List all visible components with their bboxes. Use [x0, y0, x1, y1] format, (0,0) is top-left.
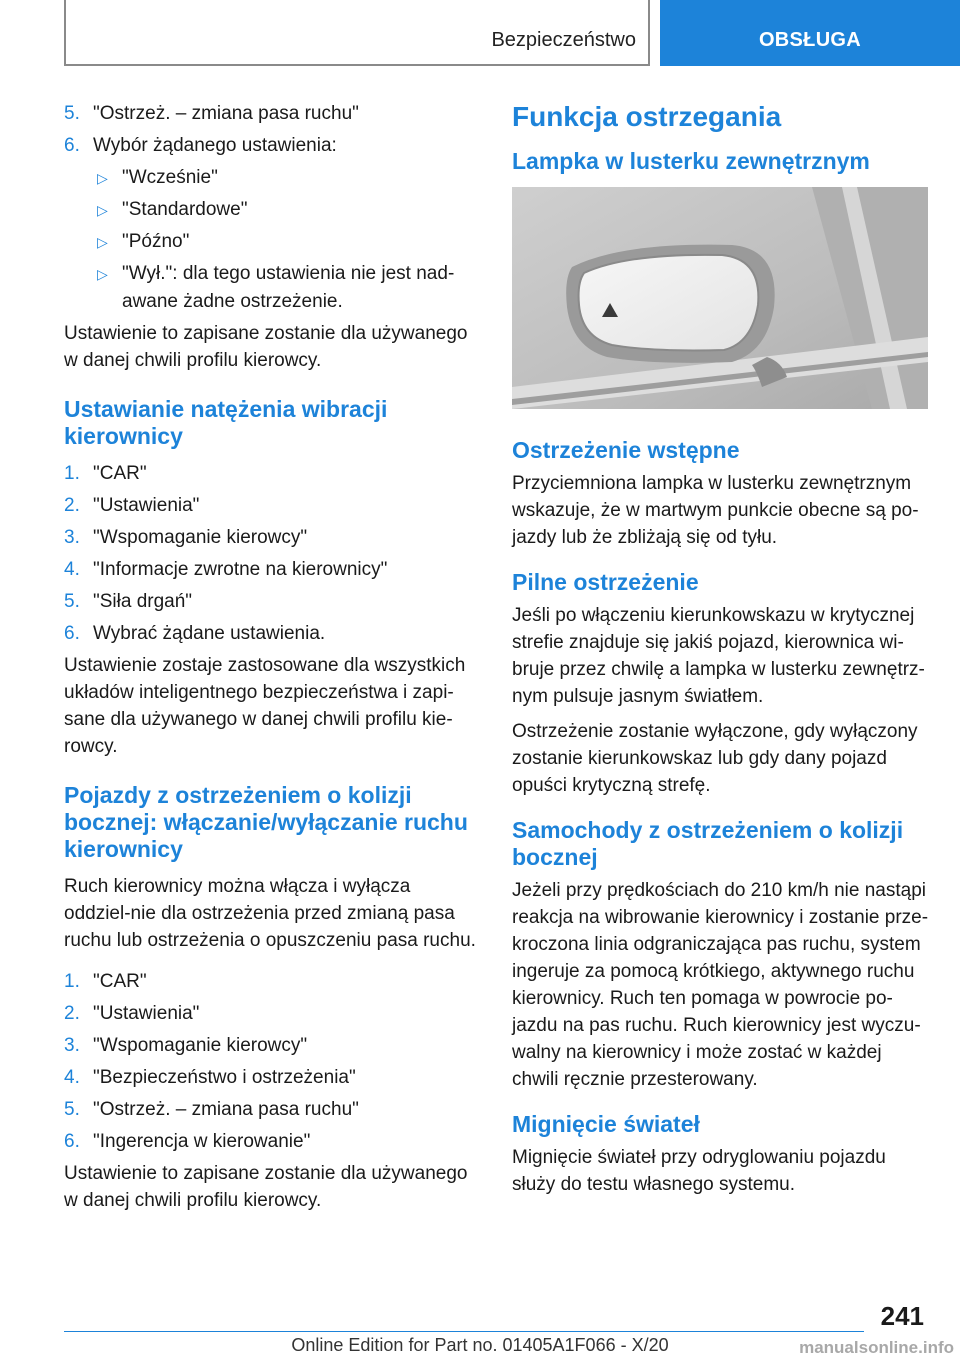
list-item	[64, 968, 480, 996]
list-number: 2.	[64, 1003, 80, 1024]
footer-divider	[64, 1331, 864, 1332]
list-text: "Ostrzeż. – zmiana pasa ruchu"	[93, 1099, 359, 1120]
list-text: "Ustawienia"	[93, 495, 200, 516]
section-heading-vibration: Ustawianie natężenia wibracji kierownicy	[64, 396, 388, 449]
footer-edition-text: Online Edition for Part no. 01405A1F066 - X/20	[291, 1335, 669, 1355]
paragraph: Ostrzeżenie zostanie wyłączone, gdy wyłączony zostanie kierunkowskaz lub gdy dany pojazd opuści krytyczną strefę.	[512, 721, 918, 796]
header-chapter-tab	[660, 0, 960, 66]
settings-list-2	[64, 460, 480, 648]
list-number: 6.	[64, 1131, 80, 1152]
list-item	[64, 492, 480, 520]
paragraph: Jeśli po włączeniu kierunkowskazu w krytycznej strefie znajduje się jakiś pojazd, kierownica wi-bruje przez chwilę a lampka w lusterku zewnętrz-nym pulsuje jasnym światłem.	[512, 605, 925, 707]
list-item	[64, 1064, 480, 1092]
triangle-bullet-icon: ▷	[97, 234, 108, 250]
triangle-bullet-icon: ▷	[97, 202, 108, 218]
header-chapter-label: OBSŁUGA	[758, 29, 862, 51]
list-number: 2.	[64, 495, 80, 516]
list-item	[64, 1096, 480, 1124]
list-item	[64, 620, 480, 648]
list-text: "Ingerencja w kierowanie"	[93, 1131, 311, 1152]
sub-list-item	[64, 196, 480, 224]
triangle-bullet-icon: ▷	[97, 266, 108, 282]
list-item	[64, 556, 480, 584]
list-item	[64, 1000, 480, 1028]
watermark-logo: manualsonline.info	[799, 1338, 954, 1357]
list-number: 5.	[64, 103, 80, 124]
page-header	[0, 0, 960, 66]
list-item	[64, 1032, 480, 1060]
subheading-mirror-lamp: Lampka w lusterku zewnętrznym	[512, 148, 870, 174]
list-text: "Siła drgań"	[93, 591, 193, 612]
paragraph: Mignięcie świateł przy odryglowaniu pojazdu służy do testu własnego systemu.	[512, 1147, 886, 1195]
sub-list-text: "Standardowe"	[122, 199, 248, 220]
list-number: 6.	[64, 135, 80, 156]
paragraph: Przyciemniona lampka w lusterku zewnętrznym wskazuje, że w martwym punkcie obecne są po-jazdy lub że zbliżają się od tyłu.	[512, 473, 919, 548]
list-number: 4.	[64, 1067, 80, 1088]
list-number: 6.	[64, 623, 80, 644]
sub-list-text: "Wył.": dla tego ustawienia nie jest nad-awane żadne ostrzeżenie.	[122, 263, 455, 312]
list-item	[64, 1128, 480, 1156]
list-item	[64, 460, 480, 488]
subheading-light-flash: Mignięcie świateł	[512, 1111, 700, 1137]
list-text: "Ostrzeż. – zmiana pasa ruchu"	[93, 103, 359, 124]
left-column	[64, 100, 480, 1222]
paragraph: Ruch kierownicy można włącza i wyłącza oddziel-nie dla ostrzeżenia przed zmianą pasa ruchu lub ostrzeżenia o opuszczeniu pasa ruchu.	[64, 876, 476, 951]
list-text: "Wspomaganie kierowcy"	[93, 1035, 308, 1056]
triangle-bullet-icon: ▷	[97, 170, 108, 186]
settings-sublist	[64, 164, 480, 316]
sub-list-item	[64, 164, 480, 192]
list-number: 4.	[64, 559, 80, 580]
list-text: "Wspomaganie kierowcy"	[93, 527, 308, 548]
list-number: 1.	[64, 463, 80, 484]
sub-list-item	[64, 228, 480, 256]
sub-list-item	[64, 260, 480, 316]
side-mirror-warning-image	[512, 187, 928, 409]
list-item	[64, 100, 480, 128]
list-number: 5.	[64, 591, 80, 612]
list-text: "Informacje zwrotne na kierownicy"	[93, 559, 388, 580]
list-text: "CAR"	[93, 463, 147, 484]
paragraph: Ustawienie to zapisane zostanie dla używanego w danej chwili profilu kierowcy.	[64, 1163, 468, 1211]
settings-list-1	[64, 100, 480, 160]
sub-list-text: "Późno"	[122, 231, 190, 252]
list-text: "Ustawienia"	[93, 1003, 200, 1024]
list-item	[64, 132, 480, 160]
section-heading-function: Funkcja ostrzegania	[512, 101, 782, 132]
sub-list-text: "Wcześnie"	[122, 167, 218, 188]
list-text: "Bezpieczeństwo i ostrzeżenia"	[93, 1067, 356, 1088]
paragraph: Ustawienie to zapisane zostanie dla używanego w danej chwili profilu kierowcy.	[64, 323, 468, 371]
header-section-title: Bezpieczeństwo	[491, 29, 636, 51]
subheading-pre-warning: Ostrzeżenie wstępne	[512, 437, 740, 463]
paragraph: Jeżeli przy prędkościach do 210 km/h nie nastąpi reakcja na wibrowanie kierownicy i zostanie prze-kroczona linia odgraniczająca pas ruchu, system ingeruje za pomocą krótkiego, aktywnego ruchu kierownicy. Ruch ten pomaga w powrocie po-jazdu na pas ruchu. Ruch kierownicy jest wyczu-walny na kierownicy i może zostać w każdej chwili ręcznie przesterowany.	[512, 880, 929, 1090]
list-item	[64, 588, 480, 616]
list-text: "CAR"	[93, 971, 147, 992]
subheading-side-collision-cars: Samochody z ostrzeżeniem o kolizji bocznej	[512, 817, 904, 870]
list-number: 5.	[64, 1099, 80, 1120]
list-item	[64, 524, 480, 552]
list-number: 3.	[64, 527, 80, 548]
page-number: 241	[880, 1301, 924, 1331]
list-text: Wybrać żądane ustawienia.	[93, 623, 326, 644]
list-number: 3.	[64, 1035, 80, 1056]
paragraph: Ustawienie zostaje zastosowane dla wszystkich układów inteligentnego bezpieczeństwa i zapi-sane dla używanego w danej chwili profilu kie-rowcy.	[64, 655, 466, 757]
list-text: Wybór żądanego ustawienia:	[93, 135, 337, 156]
header-section-frame	[64, 0, 650, 66]
mirror-illustration	[512, 187, 928, 409]
settings-list-3	[64, 968, 480, 1156]
section-heading-steering: Pojazdy z ostrzeżeniem o kolizji bocznej: włączanie/wyłączanie ruchu kierownicy	[64, 782, 468, 862]
subheading-urgent-warning: Pilne ostrzeżenie	[512, 569, 699, 595]
right-column	[512, 100, 930, 1206]
list-number: 1.	[64, 971, 80, 992]
